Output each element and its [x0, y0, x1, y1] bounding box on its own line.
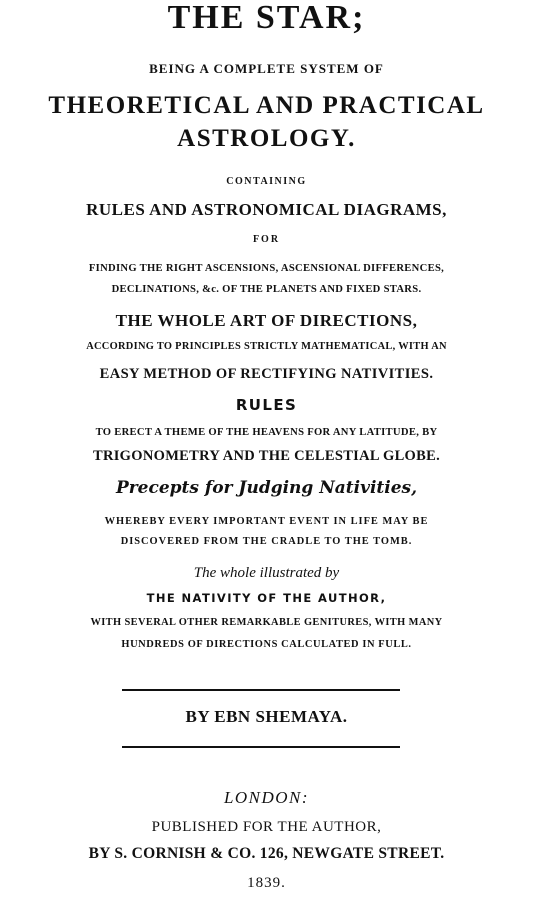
imprint-city: LONDON: — [223, 788, 310, 807]
containing-label: CONTAINING — [226, 176, 307, 187]
divider-bottom — [122, 746, 400, 748]
finding-line-2: DECLINATIONS, &c. OF THE PLANETS AND FIXED STARS. — [111, 284, 422, 295]
subtitle: BEING A COMPLETE SYSTEM OF — [149, 61, 384, 76]
trigonometry-line: TRIGONOMETRY AND THE CELESTIAL GLOBE. — [93, 448, 440, 464]
discovered-line: DISCOVERED FROM THE CRADLE TO THE TOMB. — [120, 536, 413, 547]
for-label: FOR — [252, 234, 281, 245]
precepts-heading: Precepts for Judging Nativities, — [115, 478, 418, 498]
title-line-astrology: ASTROLOGY. — [177, 125, 356, 152]
hundreds-line: HUNDREDS OF DIRECTIONS CALCULATED IN FULL. — [121, 639, 412, 650]
divider-top — [122, 689, 400, 691]
finding-line-1: FINDING THE RIGHT ASCENSIONS, ASCENSIONAL DIFFERENCES, — [88, 263, 445, 274]
nativity-heading: THE NATIVITY OF THE AUTHOR, — [146, 591, 387, 605]
illustrated-line: The whole illustrated by — [193, 565, 340, 581]
directions-heading: THE WHOLE ART OF DIRECTIONS, — [115, 311, 418, 330]
imprint-published: PUBLISHED FOR THE AUTHOR, — [151, 819, 382, 835]
according-line: ACCORDING TO PRINCIPLES STRICTLY MATHEMATICAL, WITH AN — [86, 341, 447, 352]
erect-line: TO ERECT A THEME OF THE HEAVENS FOR ANY LATITUDE, BY — [95, 427, 438, 438]
easy-method-line: EASY METHOD OF RECTIFYING NATIVITIES. — [99, 366, 434, 382]
imprint-year: 1839. — [247, 875, 286, 891]
rules-diagrams-heading: RULES AND ASTRONOMICAL DIAGRAMS, — [86, 200, 447, 219]
book-title: THE STAR; — [167, 0, 366, 36]
imprint-publisher: BY S. CORNISH & CO. 126, NEWGATE STREET. — [88, 845, 445, 862]
several-line: WITH SEVERAL OTHER REMARKABLE GENITURES, WITH MANY — [90, 617, 443, 628]
whereby-line: WHEREBY EVERY IMPORTANT EVENT IN LIFE MAY BE — [104, 516, 429, 527]
title-line-theoretical: THEORETICAL AND PRACTICAL — [48, 92, 485, 119]
rules-heading: RULES — [235, 396, 298, 414]
author-line: BY EBN SHEMAYA. — [185, 707, 348, 726]
